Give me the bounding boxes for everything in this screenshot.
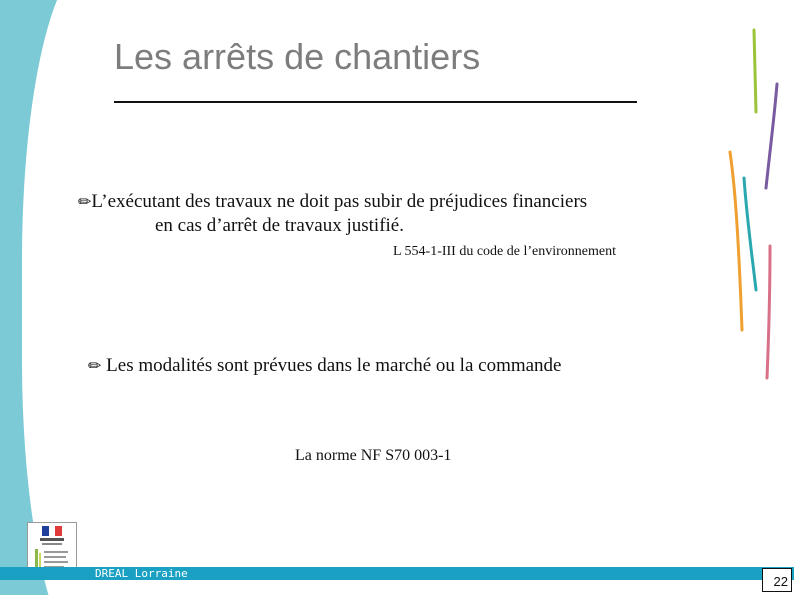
bullet-point-2 (88, 355, 562, 377)
title-underline (114, 101, 637, 103)
footer-organization: DREAL Lorraine (95, 567, 188, 580)
stripe-green (754, 30, 756, 112)
pencil-icon: ✏ (78, 192, 92, 211)
stripe-orange (730, 152, 742, 330)
stripe-pink (767, 246, 770, 378)
bullet-2-text: Les modalités sont prévues dans le marché ou la commande (101, 355, 562, 376)
stripe-teal (744, 178, 756, 290)
stripe-purple (766, 84, 777, 188)
legal-reference: L 554-1-III du code de l’environnement (393, 244, 617, 259)
bullet-1-line-2: en cas d’arrêt de travaux justifié. (155, 215, 404, 236)
bullet-point-1 (78, 190, 738, 238)
left-band-curve (22, 0, 162, 595)
page-number: 22 (773, 574, 788, 589)
norm-reference: La norme NF S70 003-1 (295, 447, 452, 464)
slide-title: Les arrêts de chantiers (114, 36, 481, 77)
bullet-1-line-1: L’exécutant des travaux ne doit pas subir de préjudices financiers (91, 191, 588, 212)
page-number-box (762, 568, 792, 592)
pencil-icon: ✏ (88, 356, 102, 375)
